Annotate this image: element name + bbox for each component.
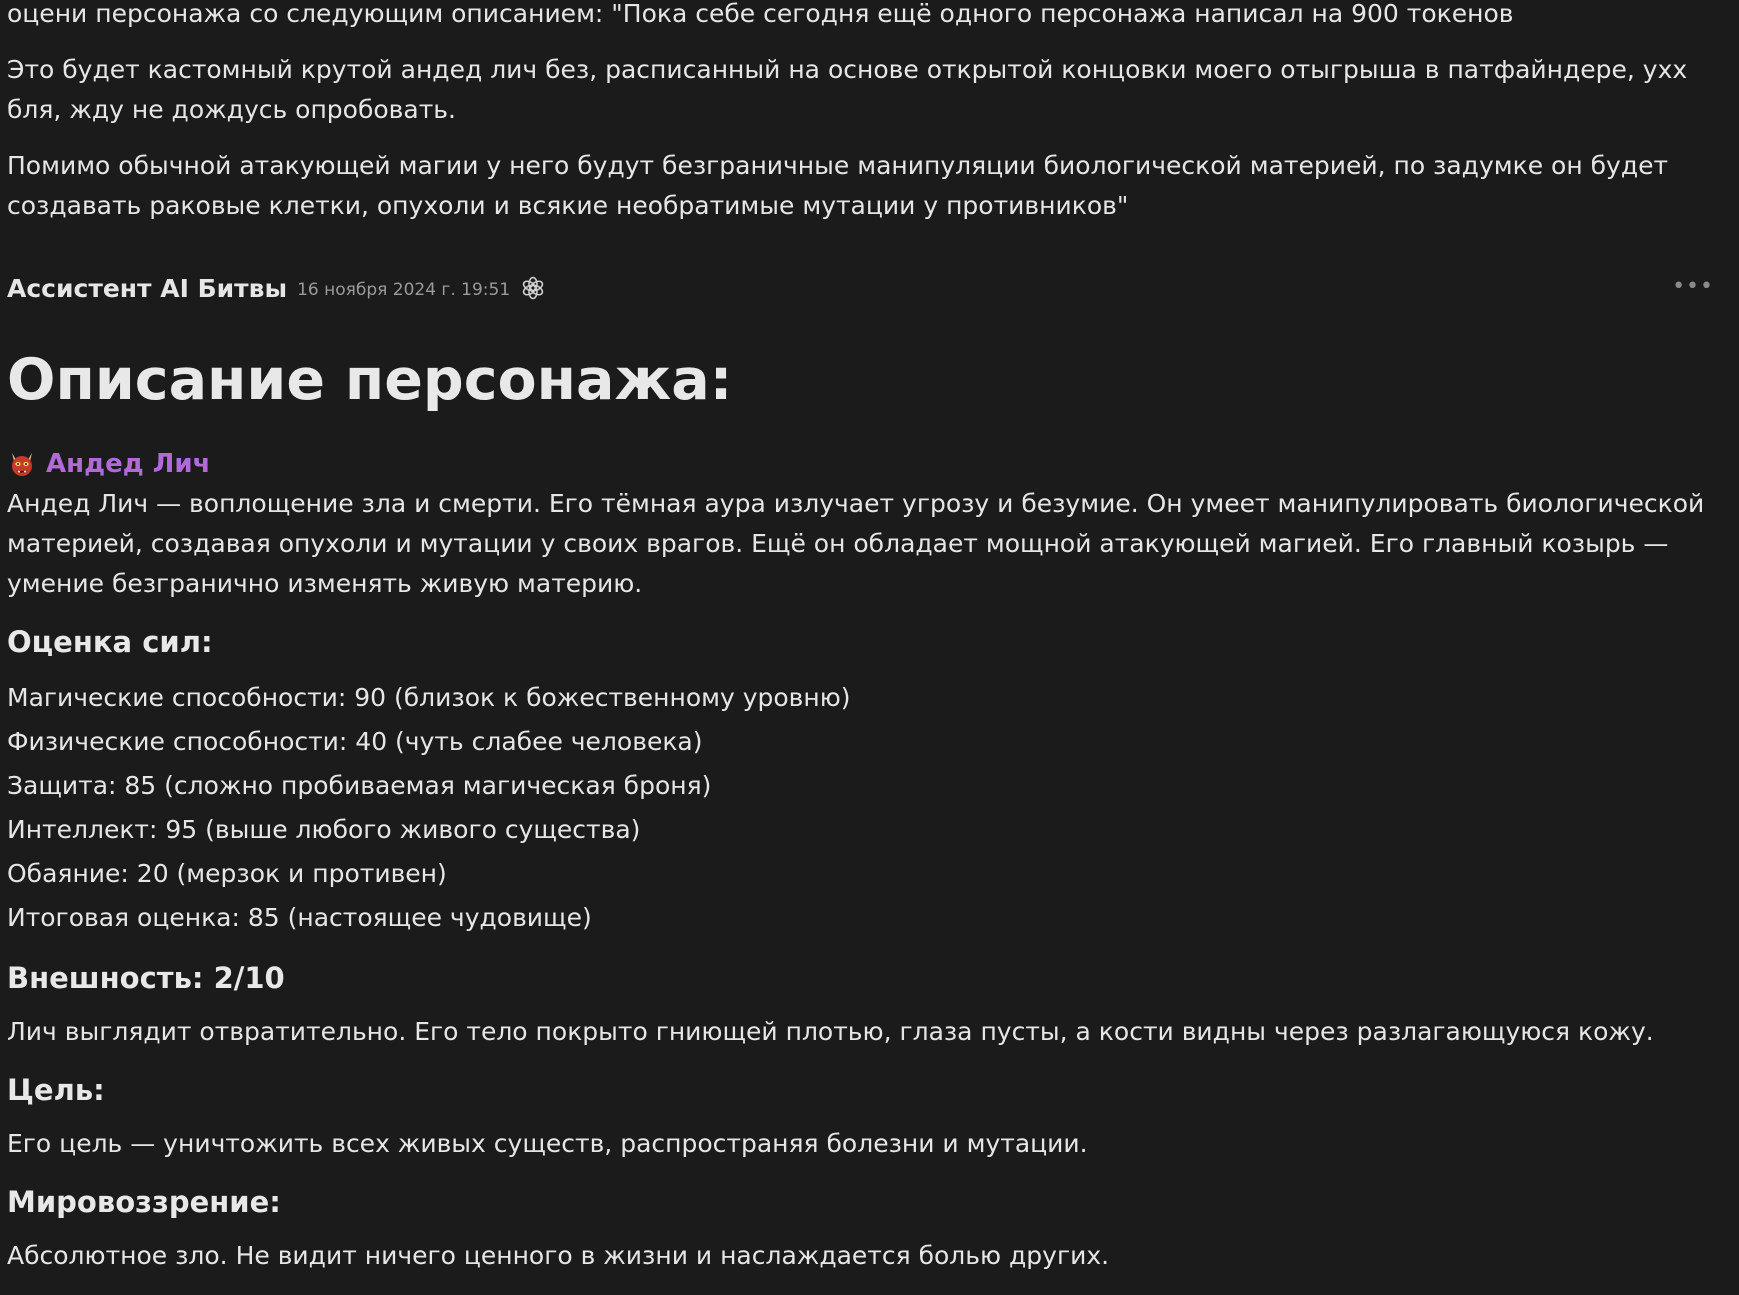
worldview-text: Абсолютное зло. Не видит ничего ценного в жизни и наслаждается болью других. xyxy=(7,1241,1110,1270)
stat-item: Защита: 85 (сложно пробиваемая магическая броня) xyxy=(7,771,712,800)
openai-icon xyxy=(520,275,546,301)
power-heading: Оценка сил: xyxy=(7,625,213,659)
appearance-heading: Внешность: 2/10 xyxy=(7,961,285,995)
goal-text: Его цель — уничтожить всех живых существ, распространяя болезни и мутации. xyxy=(7,1129,1088,1158)
chat-log xyxy=(7,0,1732,1276)
user-message-line: Это будет кастомный крутой андед лич без, расписанный на основе открытой концовки моего отыгрыша в патфайндере, ухх бля, жду не дождусь опробовать. xyxy=(7,55,1696,124)
stat-item: Обаяние: 20 (мерзок и противен) xyxy=(7,859,447,888)
worldview-heading: Мировоззрение: xyxy=(7,1185,281,1219)
user-message-line: Помимо обычной атакующей магии у него будут безграничные манипуляции биологической материей, по задумке он будет создавать раковые клетки, опухоли и всякие необратимые мутации у противников" xyxy=(7,151,1677,220)
demon-icon xyxy=(7,449,37,479)
stat-item: Итоговая оценка: 85 (настоящее чудовище) xyxy=(7,903,592,932)
goal-heading: Цель: xyxy=(7,1073,105,1107)
more-options-icon[interactable]: ••• xyxy=(1672,274,1714,299)
user-message xyxy=(7,0,1732,226)
stat-item: Интеллект: 95 (выше любого живого существа) xyxy=(7,815,641,844)
stat-item: Магические способности: 90 (близок к божественному уровню) xyxy=(7,683,851,712)
author-name[interactable]: Ассистент AI Битвы xyxy=(7,273,288,303)
appearance-text: Лич выглядит отвратительно. Его тело покрыто гниющей плотью, глаза пусты, а кости видны через разлагающуюся кожу. xyxy=(7,1017,1654,1046)
message-timestamp: 16 ноября 2024 г. 19:51 xyxy=(297,280,511,300)
message-heading: Описание персонажа: xyxy=(7,347,733,413)
stats-list xyxy=(7,676,1732,940)
message-header xyxy=(7,268,1732,308)
user-message-line: оцени персонажа со следующим описанием: "Пока себе сегодня ещё одного персонажа написал на 900 токенов xyxy=(7,0,1514,28)
character-description: Андед Лич — воплощение зла и смерти. Его тёмная аура излучает угрозу и безумие. Он умеет манипулировать биологической материей, создавая опухоли и мутации у своих врагов. Ещё он обладает мощной атакующей магией. Его главный козырь — умение безгранично изменять живую материю. xyxy=(7,489,1713,598)
stat-item: Физические способности: 40 (чуть слабее человека) xyxy=(7,727,703,756)
character-title xyxy=(7,444,1732,484)
assistant-message xyxy=(7,268,1732,1276)
character-name: Андед Лич xyxy=(46,449,211,479)
